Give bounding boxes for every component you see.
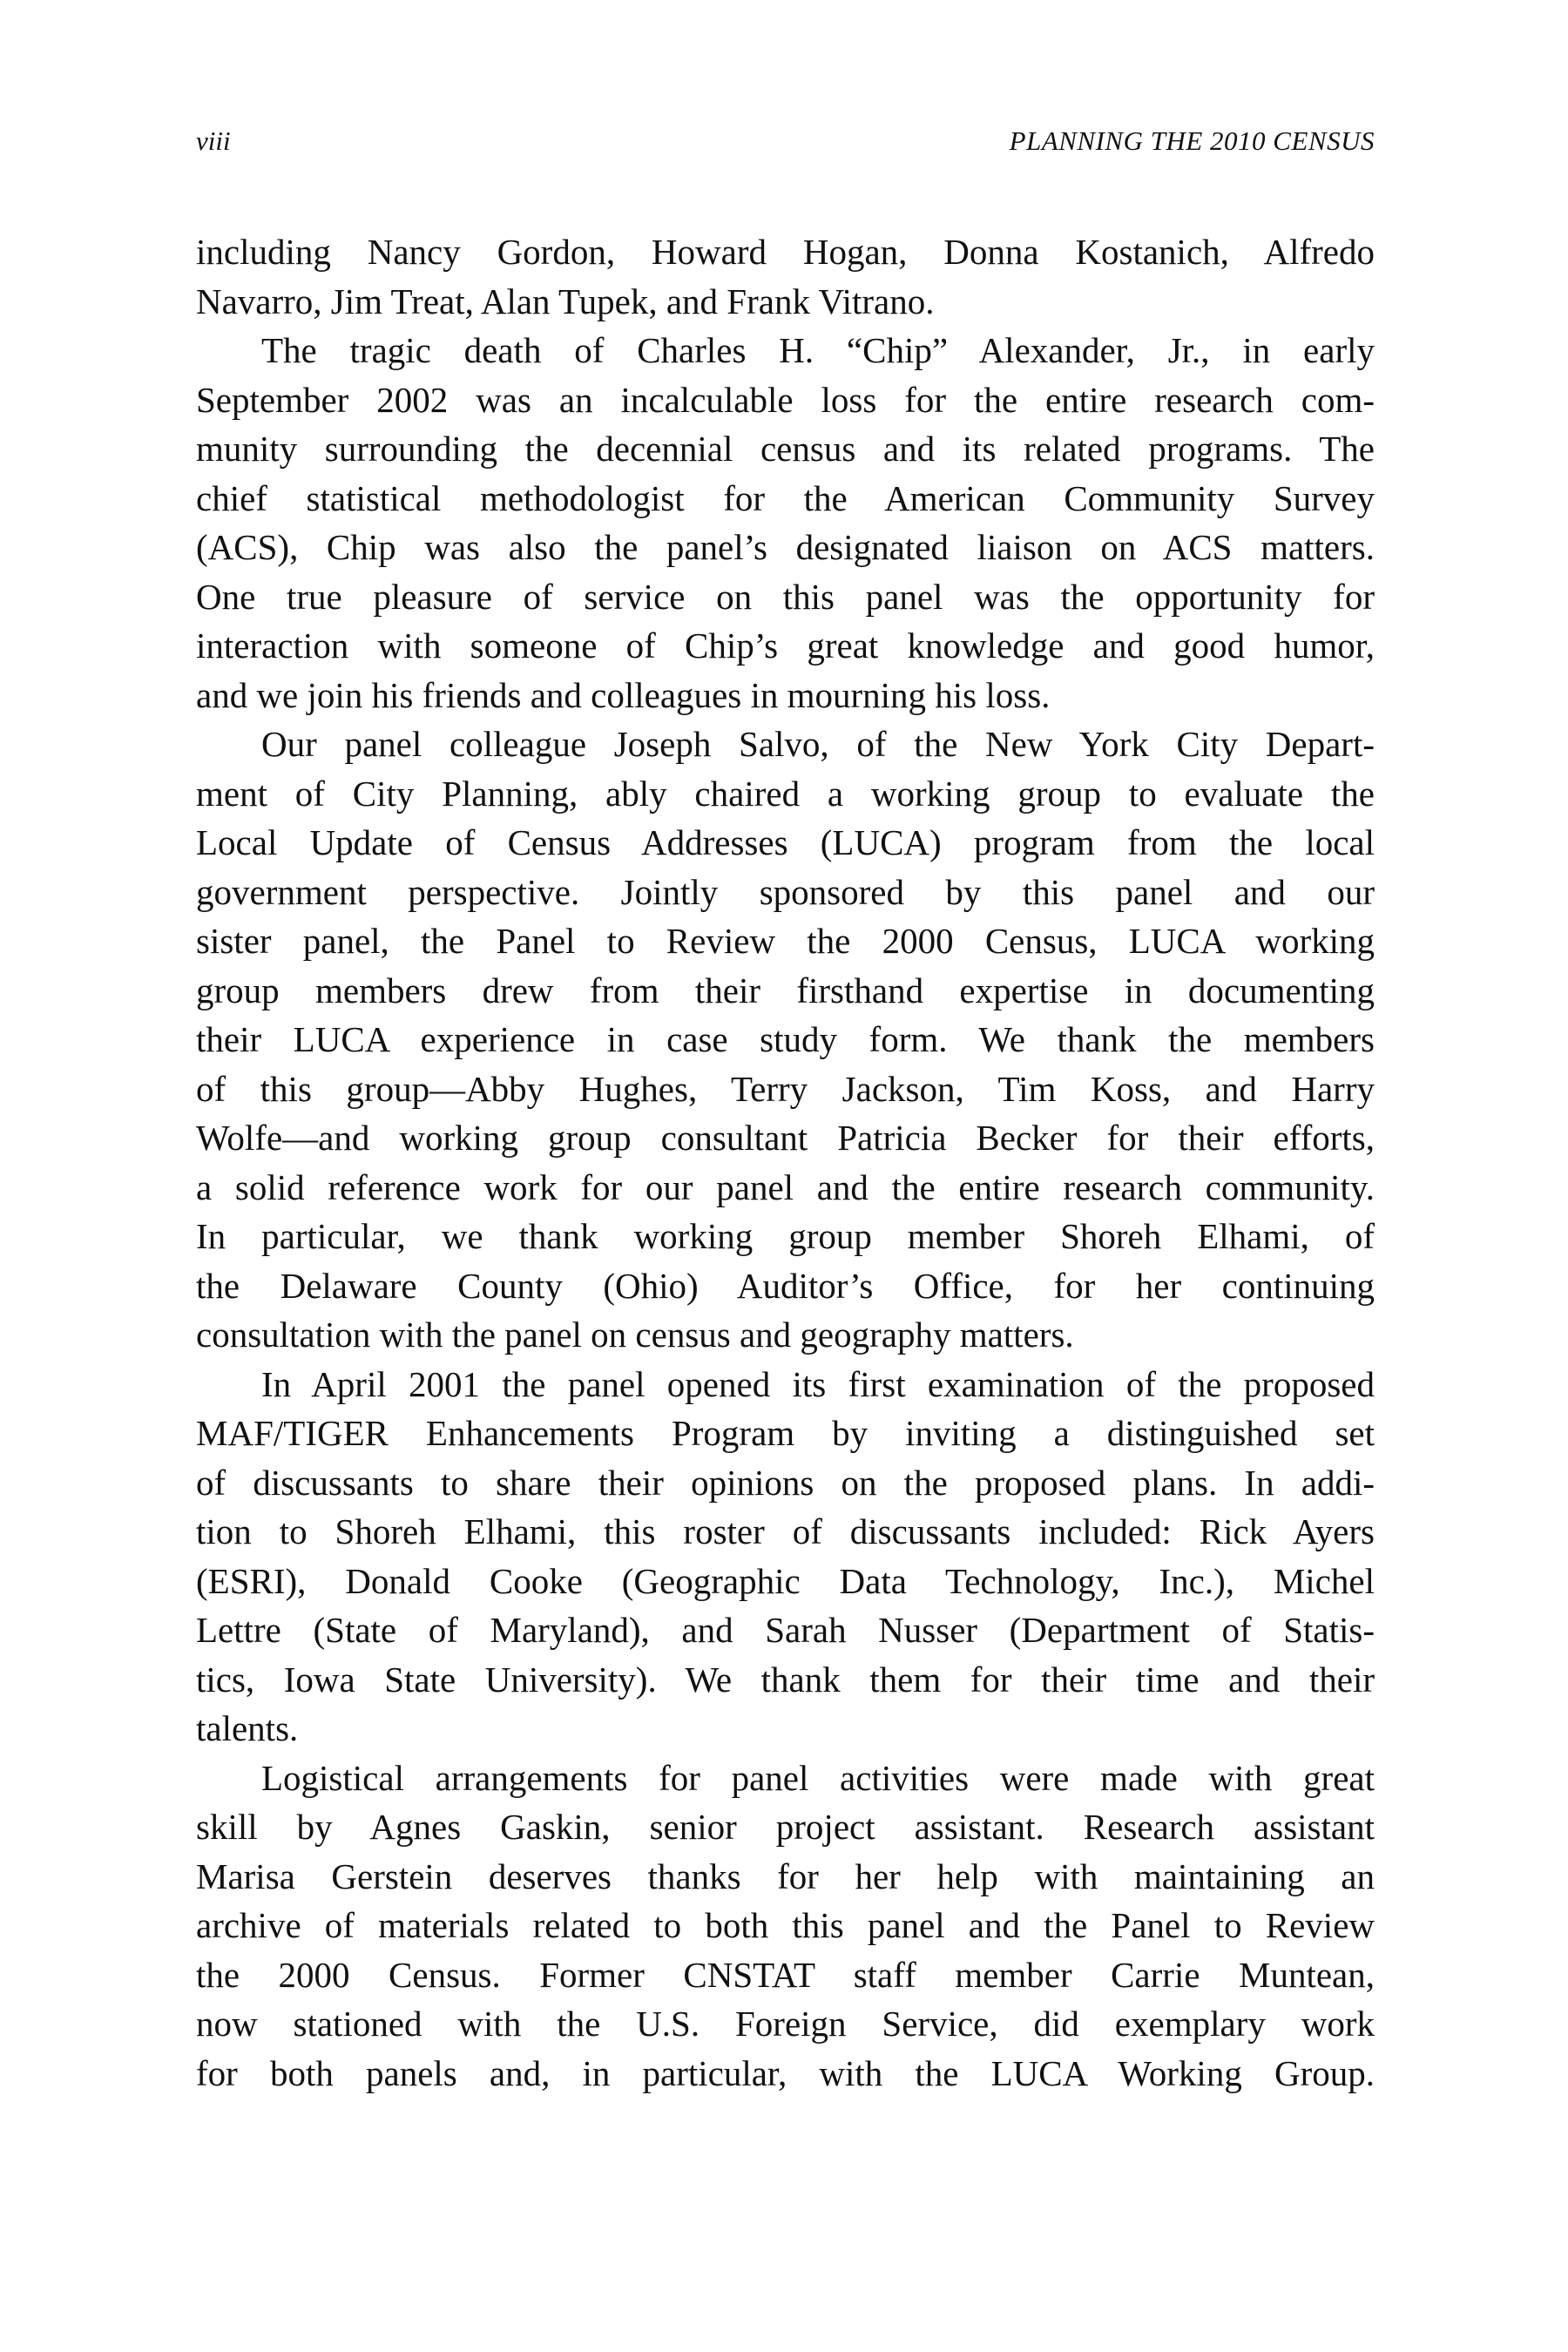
text-line: for both panels and, in particular, with the LUCA Working Group. <box>196 2052 1375 2093</box>
text-line: of this group—Abby Hughes, Terry Jackson, Tim Koss, and Harry <box>196 1068 1375 1109</box>
text-line: and we join his friends and colleagues in mourning his loss. <box>196 674 1051 715</box>
text-line: Marisa Gerstein deserves thanks for her help with maintaining an <box>196 1855 1375 1896</box>
text-line: of discussants to share their opinions on the proposed plans. In addi- <box>196 1462 1375 1503</box>
text-line: group members drew from their firsthand expertise in documenting <box>196 970 1375 1010</box>
body-text <box>196 227 1375 2098</box>
text-line: including Nancy Gordon, Howard Hogan, Donna Kostanich, Alfredo <box>196 232 1375 272</box>
text-line: ment of City Planning, ably chaired a working group to evaluate the <box>196 773 1375 814</box>
page-number: viii <box>196 125 231 156</box>
text-line: MAF/TIGER Enhancements Program by inviting a distinguished set <box>196 1413 1375 1453</box>
text-line: skill by Agnes Gaskin, senior project assistant. Research assistant <box>196 1807 1375 1847</box>
text-line: tion to Shoreh Elhami, this roster of discussants included: Rick Ayers <box>196 1511 1375 1551</box>
text-line: sister panel, the Panel to Review the 2000 Census, LUCA working <box>196 921 1375 961</box>
text-line: One true pleasure of service on this panel was the opportunity for <box>196 576 1375 617</box>
running-header <box>196 125 1375 164</box>
text-line: September 2002 was an incalculable loss for the entire research com- <box>196 379 1375 420</box>
paragraph <box>196 326 1375 720</box>
text-line: In particular, we thank working group member Shoreh Elhami, of <box>196 1216 1375 1256</box>
text-line: Lettre (State of Maryland), and Sarah Nusser (Department of Statis- <box>196 1610 1375 1650</box>
text-line: tics, Iowa State University). We thank them for their time and their <box>196 1659 1375 1700</box>
paragraph <box>196 227 1375 326</box>
text-line: Navarro, Jim Treat, Alan Tupek, and Frank Vitrano. <box>196 280 935 321</box>
text-line: Wolfe—and working group consultant Patricia Becker for their efforts, <box>196 1118 1375 1158</box>
text-line: archive of materials related to both this panel and the Panel to Review <box>196 1905 1375 1945</box>
text-line: (ESRI), Donald Cooke (Geographic Data Technology, Inc.), Michel <box>196 1560 1375 1601</box>
text-line: government perspective. Jointly sponsored by this panel and our <box>196 871 1375 912</box>
text-line: The tragic death of Charles H. “Chip” Alexander, Jr., in early <box>261 330 1375 370</box>
paragraph <box>196 1360 1375 1754</box>
running-title: PLANNING THE 2010 CENSUS <box>1009 125 1375 156</box>
text-line: Logistical arrangements for panel activities were made with great <box>261 1757 1375 1798</box>
text-line: In April 2001 the panel opened its first examination of the proposed <box>261 1363 1375 1404</box>
text-line: consultation with the panel on census and geography matters. <box>196 1315 1074 1355</box>
text-line: Local Update of Census Addresses (LUCA) program from the local <box>196 822 1375 862</box>
text-line: chief statistical methodologist for the American Community Survey <box>196 477 1375 518</box>
text-line: Our panel colleague Joseph Salvo, of the New York City Depart- <box>261 724 1375 764</box>
text-line: a solid reference work for our panel and the entire research community. <box>196 1166 1375 1207</box>
text-line: the Delaware County (Ohio) Auditor’s Office, for her continuing <box>196 1265 1375 1306</box>
paragraph <box>196 720 1375 1360</box>
text-line: talents. <box>196 1708 299 1748</box>
text-line: the 2000 Census. Former CNSTAT staff member Carrie Muntean, <box>196 1954 1375 1995</box>
text-line: (ACS), Chip was also the panel’s designated liaison on ACS matters. <box>196 527 1375 567</box>
paragraph <box>196 1754 1375 2099</box>
text-line: munity surrounding the decennial census and its related programs. The <box>196 429 1375 469</box>
text-line: their LUCA experience in case study form. We thank the members <box>196 1019 1375 1059</box>
text-line: interaction with someone of Chip’s great knowledge and good humor, <box>196 625 1375 666</box>
text-line: now stationed with the U.S. Foreign Service, did exemplary work <box>196 2004 1375 2044</box>
